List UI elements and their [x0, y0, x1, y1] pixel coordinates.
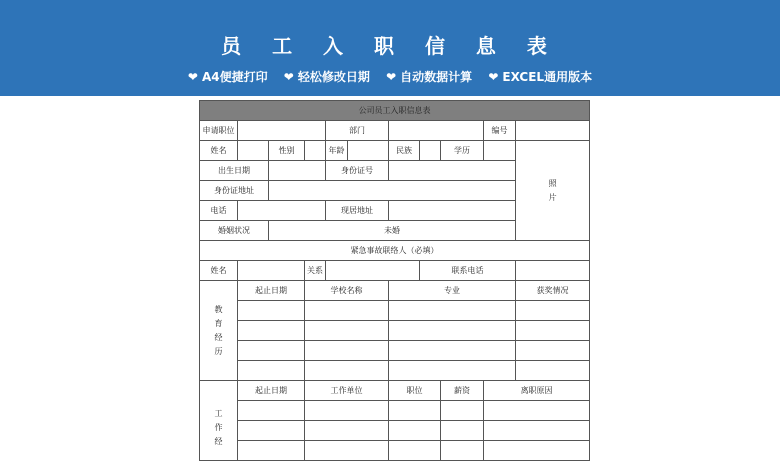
work-cell[interactable]	[238, 441, 305, 461]
feature-label: A4便捷打印	[201, 70, 268, 84]
label-contact-name: 姓名	[200, 261, 238, 281]
work-cell[interactable]	[441, 441, 484, 461]
label-department: 部门	[326, 121, 389, 141]
edu-header-awards: 获奖情况	[516, 281, 590, 301]
work-cell[interactable]	[484, 401, 590, 421]
relation-field[interactable]	[326, 261, 420, 281]
work-header-salary: 薪资	[441, 381, 484, 401]
edu-header-school: 学校名称	[305, 281, 389, 301]
edu-cell[interactable]	[516, 361, 590, 381]
edu-header-dates: 起止日期	[238, 281, 305, 301]
age-field[interactable]	[348, 141, 389, 161]
work-cell[interactable]	[441, 401, 484, 421]
edu-header-major: 专业	[389, 281, 516, 301]
heart-icon: ❤	[386, 70, 397, 84]
edu-cell[interactable]	[389, 341, 516, 361]
feature-item	[488, 68, 592, 85]
number-field[interactable]	[516, 121, 590, 141]
label-relation: 关系	[305, 261, 326, 281]
edu-cell[interactable]	[238, 321, 305, 341]
label-age: 年龄	[326, 141, 348, 161]
edu-cell[interactable]	[305, 341, 389, 361]
work-cell[interactable]	[441, 421, 484, 441]
employee-form-table	[199, 100, 590, 461]
feature-label: 自动数据计算	[400, 70, 473, 84]
marital-status-value[interactable]: 未婚	[269, 221, 516, 241]
heart-icon: ❤	[187, 70, 198, 84]
gender-field[interactable]	[305, 141, 326, 161]
department-field[interactable]	[389, 121, 484, 141]
contact-phone-field[interactable]	[516, 261, 590, 281]
edu-cell[interactable]	[305, 321, 389, 341]
apply-position-field[interactable]	[238, 121, 326, 141]
heart-icon: ❤	[283, 70, 294, 84]
feature-item	[386, 68, 472, 85]
work-header-dates: 起止日期	[238, 381, 305, 401]
label-number: 编号	[484, 121, 516, 141]
edu-cell[interactable]	[516, 341, 590, 361]
label-phone: 电话	[200, 201, 238, 221]
photo-box[interactable]	[516, 141, 590, 241]
work-cell[interactable]	[389, 421, 441, 441]
birth-date-field[interactable]	[269, 161, 326, 181]
education-section-label: 教 育 经 历	[200, 281, 238, 381]
education-field[interactable]	[484, 141, 516, 161]
edu-cell[interactable]	[238, 341, 305, 361]
edu-cell[interactable]	[238, 301, 305, 321]
work-header-position: 职位	[389, 381, 441, 401]
ethnicity-field[interactable]	[420, 141, 441, 161]
work-cell[interactable]	[389, 401, 441, 421]
work-cell[interactable]	[305, 441, 389, 461]
work-cell[interactable]	[484, 441, 590, 461]
label-education: 学历	[441, 141, 484, 161]
label-gender: 性别	[269, 141, 305, 161]
label-current-address: 现居地址	[326, 201, 389, 221]
work-header-company: 工作单位	[305, 381, 389, 401]
label-id-address: 身份证地址	[200, 181, 269, 201]
edu-cell[interactable]	[516, 301, 590, 321]
edu-cell[interactable]	[389, 321, 516, 341]
id-address-field[interactable]	[269, 181, 516, 201]
feature-item	[284, 68, 370, 85]
work-cell[interactable]	[305, 421, 389, 441]
edu-cell[interactable]	[238, 361, 305, 381]
label-contact-phone: 联系电话	[420, 261, 516, 281]
work-cell[interactable]	[305, 401, 389, 421]
emergency-contact-header: 紧急事故联络人（必填）	[200, 241, 590, 261]
label-marital-status: 婚姻状况	[200, 221, 269, 241]
work-section-label: 工 作 经	[200, 381, 238, 461]
work-cell[interactable]	[484, 421, 590, 441]
heart-icon: ❤	[488, 70, 499, 84]
feature-item	[188, 68, 268, 85]
feature-label: EXCEL通用版本	[502, 70, 593, 84]
work-cell[interactable]	[238, 401, 305, 421]
edu-cell[interactable]	[389, 301, 516, 321]
edu-cell[interactable]	[305, 301, 389, 321]
photo-label-2: 片	[548, 192, 557, 202]
banner-title: 员 工 入 职 信 息 表	[221, 34, 559, 58]
edu-cell[interactable]	[516, 321, 590, 341]
edu-cell[interactable]	[389, 361, 516, 381]
edu-cell[interactable]	[305, 361, 389, 381]
header-banner	[0, 0, 780, 96]
form-sheet	[199, 100, 580, 446]
photo-label-1: 照	[548, 178, 557, 188]
name-field[interactable]	[238, 141, 269, 161]
id-number-field[interactable]	[389, 161, 516, 181]
work-cell[interactable]	[389, 441, 441, 461]
label-name: 姓名	[200, 141, 238, 161]
label-birth-date: 出生日期	[200, 161, 269, 181]
label-apply-position: 申请职位	[200, 121, 238, 141]
work-header-leave-reason: 离职原因	[484, 381, 590, 401]
feature-label: 轻松修改日期	[297, 70, 370, 84]
form-title: 公司员工入职信息表	[200, 101, 590, 121]
work-cell[interactable]	[238, 421, 305, 441]
phone-field[interactable]	[238, 201, 326, 221]
label-ethnicity: 民族	[389, 141, 420, 161]
feature-list	[0, 68, 780, 85]
current-address-field[interactable]	[389, 201, 516, 221]
label-id-number: 身份证号	[326, 161, 389, 181]
contact-name-field[interactable]	[238, 261, 305, 281]
